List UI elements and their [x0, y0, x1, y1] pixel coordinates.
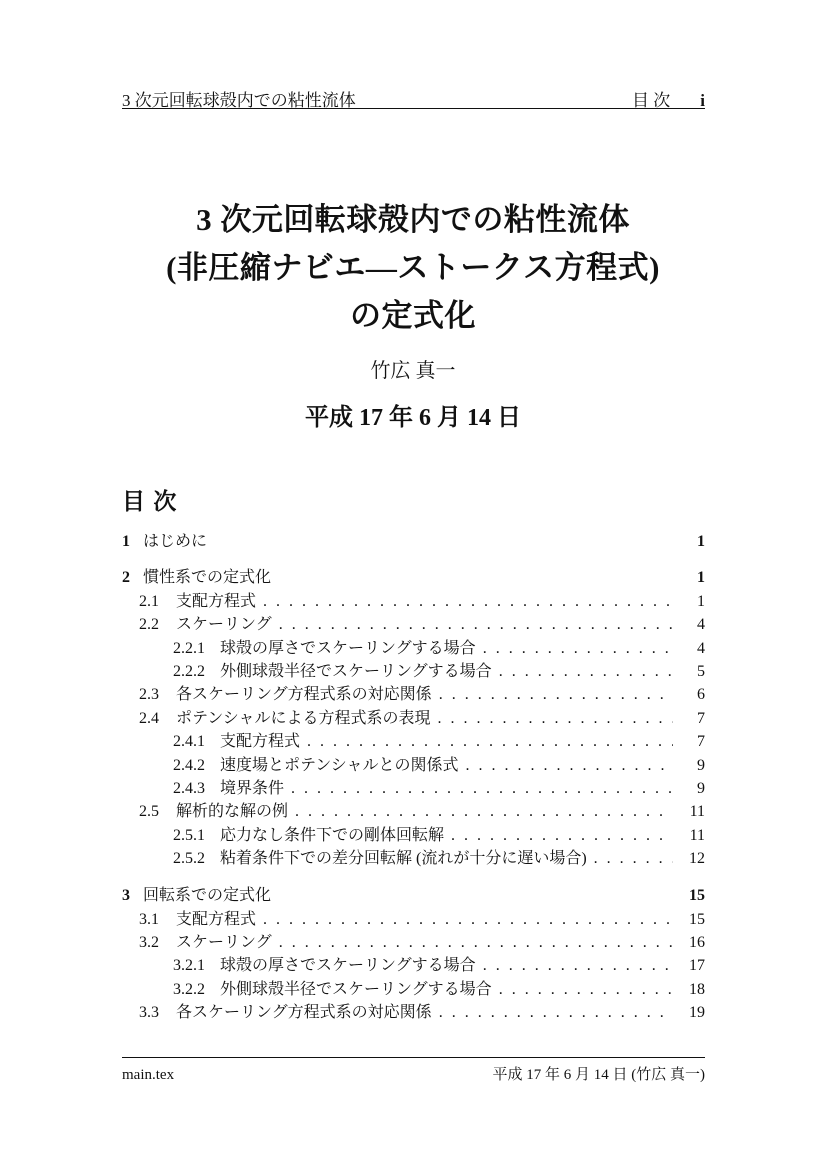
toc-entry-2.2 [122, 613, 705, 636]
toc-entry-3.2.2 [122, 978, 705, 1001]
toc-entry-page: 5 [697, 663, 705, 681]
toc-entry-label: 速度場とポテンシャルとの関係式 [220, 756, 459, 774]
toc-entry-number: 2.5.1 [173, 826, 205, 844]
running-footer [122, 1057, 705, 1084]
toc-entry-number: 3.2 [139, 934, 159, 951]
toc-entry-2.3 [122, 683, 705, 706]
toc-dot-leader [263, 908, 673, 931]
toc-entry-2.5.2 [122, 847, 705, 870]
toc-entry-label: 球殻の厚さでスケーリングする場合 [220, 957, 476, 975]
title-line-2: (非圧縮ナビエ—ストークス方程式) [166, 250, 660, 285]
toc-entry-label: 粘着条件下での差分回転解 (流れが十分に遅い場合) [220, 850, 587, 868]
toc-entry-label: 外側球殻半径でスケーリングする場合 [220, 663, 492, 681]
toc-dot-leader [594, 847, 673, 870]
toc-dot-leader [279, 931, 673, 954]
toc-entry-2.2.1 [122, 637, 705, 660]
toc-entry-2.4.2 [122, 754, 705, 777]
toc-entry-number: 3.3 [139, 1004, 159, 1022]
toc-entry-3.2.1 [122, 954, 705, 977]
toc-entry-2.4.1 [122, 730, 705, 753]
toc-entry-number: 3 [122, 887, 130, 905]
toc-dot-leader [483, 954, 673, 977]
toc-entry-label: 支配方程式 [176, 592, 257, 610]
toc-entry-number: 1 [122, 532, 130, 550]
toc-entry-number: 2.2.1 [173, 639, 205, 657]
toc-entry-number: 2 [122, 569, 130, 587]
toc-entry-page: 17 [689, 957, 705, 975]
toc-entry-label: 回転系での定式化 [143, 887, 272, 905]
toc-entry-number: 2.4.2 [173, 756, 205, 774]
toc-entry-number: 2.4 [139, 709, 159, 727]
header-right [632, 86, 705, 111]
toc-entry-1 [122, 530, 705, 553]
toc-entry-number: 2.5.2 [173, 850, 205, 868]
toc-dot-leader [499, 978, 673, 1001]
title-line-3: の定式化 [350, 298, 476, 333]
toc-heading: 目 次 [122, 488, 178, 514]
toc-entry-label: 球殻の厚さでスケーリングする場合 [220, 639, 476, 657]
toc-entry-2 [122, 566, 705, 589]
toc-entry-page: 9 [697, 756, 705, 774]
toc-entry-number: 3.2.1 [173, 957, 205, 975]
toc-entry-label: 各スケーリング方程式系の対応関係 [176, 686, 432, 704]
footer-date-author: 平成 17 年 6 月 14 日 (竹広 真一) [492, 1067, 705, 1083]
toc-entry-page: 15 [689, 910, 705, 928]
toc-entry-number: 3.1 [139, 910, 159, 928]
toc-entry-page: 1 [697, 569, 705, 587]
toc-entry-label: スケーリング [176, 616, 272, 634]
toc-dot-leader [263, 590, 673, 613]
toc-entry-2.5 [122, 800, 705, 823]
toc-entry-label: 支配方程式 [220, 733, 301, 751]
toc-entry-number: 2.2 [139, 616, 159, 634]
toc-entry-label: 各スケーリング方程式系の対応関係 [176, 1004, 432, 1022]
footer-filename: main.tex [122, 1067, 175, 1083]
toc-entry-page: 4 [697, 616, 705, 634]
toc-dot-leader [437, 707, 673, 730]
toc-entry-label: 外側球殻半径でスケーリングする場合 [220, 980, 492, 998]
toc-entry-label: 支配方程式 [176, 910, 257, 928]
running-header [122, 86, 705, 109]
toc-dot-leader [465, 754, 673, 777]
toc-entry-number: 2.3 [139, 686, 159, 704]
header-document-title: 3 次元回転球殻内での粘性流体 [122, 91, 356, 110]
toc-entry-label: はじめに [143, 532, 208, 550]
toc-entry-page: 4 [697, 639, 705, 657]
toc-entry-2.4.3 [122, 777, 705, 800]
toc-entry-3.2 [122, 931, 705, 954]
author-name: 竹広 真一 [370, 360, 456, 382]
toc-entry-page: 11 [689, 826, 705, 844]
toc-entry-2.4 [122, 707, 705, 730]
toc-entry-number: 3.2.2 [173, 980, 205, 998]
toc-dot-leader [483, 637, 673, 660]
toc-entry-page: 1 [697, 532, 705, 550]
toc-entry-page: 7 [697, 733, 705, 751]
toc-entry-page: 19 [689, 1004, 705, 1022]
header-section-label: 目 次 [632, 91, 671, 110]
toc-entry-3 [122, 884, 705, 907]
toc-entry-number: 2.4.3 [173, 780, 205, 798]
toc-entry-2.5.1 [122, 824, 705, 847]
toc-entry-3.1 [122, 908, 705, 931]
toc-list [122, 530, 705, 1025]
toc-entry-3.3 [122, 1001, 705, 1024]
toc-entry-page: 11 [689, 803, 705, 821]
title-line-1: 3 次元回転球殻内での粘性流体 [196, 202, 630, 237]
toc-entry-page: 6 [697, 686, 705, 704]
toc-entry-number: 2.4.1 [173, 733, 205, 751]
toc-entry-page: 15 [689, 887, 705, 905]
toc-entry-number: 2.5 [139, 803, 159, 821]
toc-dot-leader [451, 824, 673, 847]
toc-entry-label: 応力なし条件下での剛体回転解 [220, 826, 445, 844]
toc-entry-label: ポテンシャルによる方程式系の表現 [176, 709, 431, 727]
toc-dot-leader [295, 800, 673, 823]
toc-entry-label: 解析的な解の例 [176, 803, 289, 821]
toc-dot-leader [439, 1001, 673, 1024]
document-date: 平成 17 年 6 月 14 日 [305, 405, 521, 431]
toc-entry-page: 18 [689, 980, 705, 998]
toc-dot-leader [291, 777, 673, 800]
toc-entry-label: 慣性系での定式化 [143, 569, 272, 587]
table-of-contents [122, 486, 705, 1025]
document-title [0, 196, 826, 340]
toc-dot-leader [279, 613, 673, 636]
toc-entry-number: 2.2.2 [173, 663, 205, 681]
toc-dot-leader [307, 730, 673, 753]
toc-dot-leader [439, 683, 673, 706]
toc-entry-2.1 [122, 590, 705, 613]
toc-entry-page: 9 [697, 780, 705, 798]
toc-entry-2.2.2 [122, 660, 705, 683]
toc-entry-label: スケーリング [176, 934, 272, 951]
header-page-number: i [700, 91, 705, 110]
toc-entry-page: 16 [689, 934, 705, 951]
toc-entry-page: 1 [697, 592, 705, 610]
toc-entry-page: 12 [689, 850, 705, 868]
toc-dot-leader [499, 660, 673, 683]
toc-entry-label: 境界条件 [220, 780, 285, 798]
toc-entry-number: 2.1 [139, 592, 159, 610]
toc-entry-page: 7 [697, 709, 705, 727]
